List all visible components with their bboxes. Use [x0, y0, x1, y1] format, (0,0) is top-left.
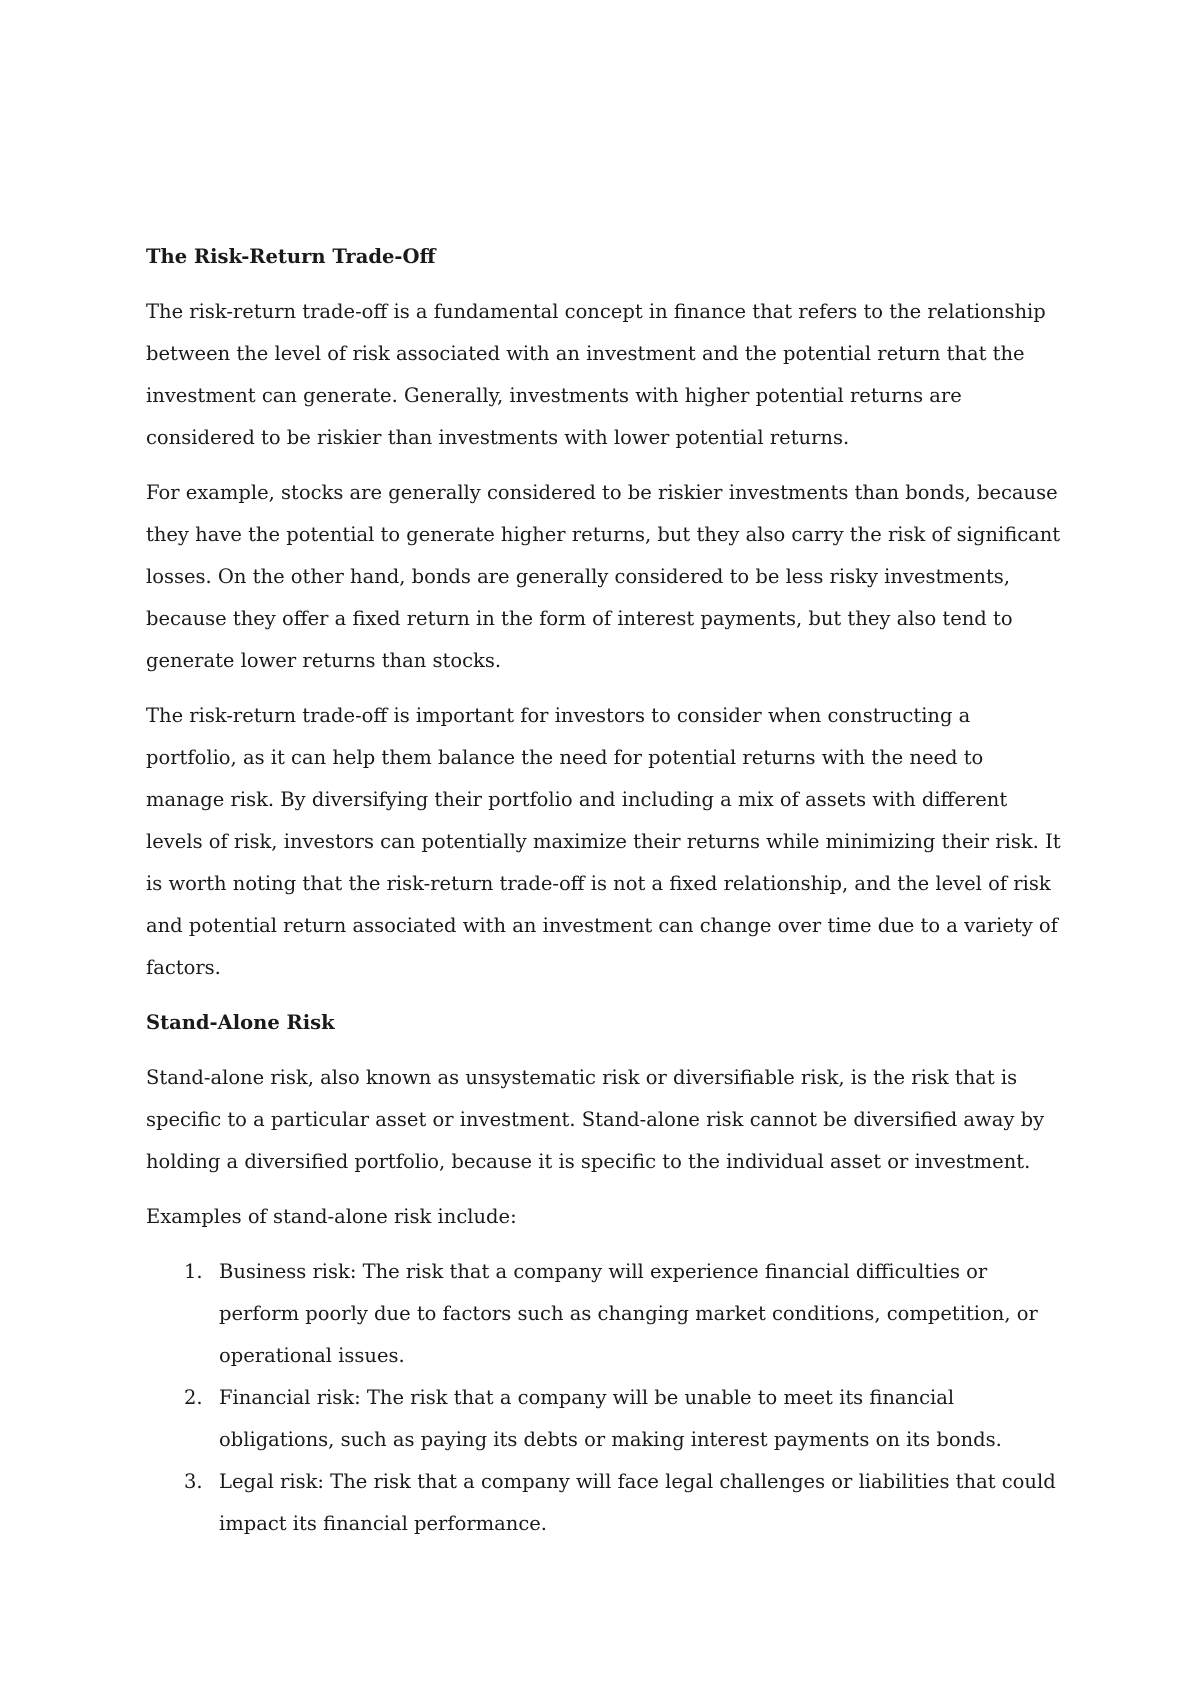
document-page: [146, 236, 1066, 1545]
paragraph: The risk-return trade-off is a fundamental concept in finance that refers to the relationship between the level of risk associated with an investment and the potential return that the investment can generate. Generally, investments with higher potential returns are considered to be riskier than investments with lower potential returns.: [146, 300, 1046, 449]
list-number: 2.: [184, 1386, 203, 1409]
section-heading-risk-return: The Risk-Return Trade-Off: [146, 245, 436, 268]
paragraph: The risk-return trade-off is important for investors to consider when constructing a portfolio, as it can help them balance the need for potential returns with the need to manage risk. By diversifying their portfolio and including a mix of assets with different levels of risk, investors can potentially maximize their returns while minimizing their risk. It is worth noting that the risk-return trade-off is not a fixed relationship, and the level of risk and potential return associated with an investment can change over time due to a variety of factors.: [146, 704, 1061, 979]
list-number: 1.: [184, 1260, 203, 1283]
numbered-list: [146, 1251, 1066, 1545]
paragraph: Stand-alone risk, also known as unsystematic risk or diversifiable risk, is the risk that is specific to a particular asset or investment. Stand-alone risk cannot be diversified away by holding a diversified portfolio, because it is specific to the individual asset or investment.: [146, 1066, 1045, 1173]
list-number: 3.: [184, 1470, 203, 1493]
list-item-text: Financial risk: The risk that a company will be unable to meet its financial obligations, such as paying its debts or making interest payments on its bonds.: [219, 1386, 1002, 1451]
list-item-text: Business risk: The risk that a company will experience financial difficulties or perform poorly due to factors such as changing market conditions, competition, or operational issues.: [219, 1260, 1038, 1367]
list-item: [146, 1251, 1066, 1377]
list-item: [146, 1377, 1066, 1461]
section-heading-stand-alone-risk: Stand-Alone Risk: [146, 1011, 335, 1034]
list-item-text: Legal risk: The risk that a company will face legal challenges or liabilities that could impact its financial performance.: [219, 1470, 1056, 1535]
paragraph: For example, stocks are generally considered to be riskier investments than bonds, because they have the potential to generate higher returns, but they also carry the risk of significant losses. On the other hand, bonds are generally considered to be less risky investments, because they offer a fixed return in the form of interest payments, but they also tend to generate lower returns than stocks.: [146, 481, 1061, 672]
paragraph: Examples of stand-alone risk include:: [146, 1205, 517, 1228]
list-item: [146, 1461, 1066, 1545]
